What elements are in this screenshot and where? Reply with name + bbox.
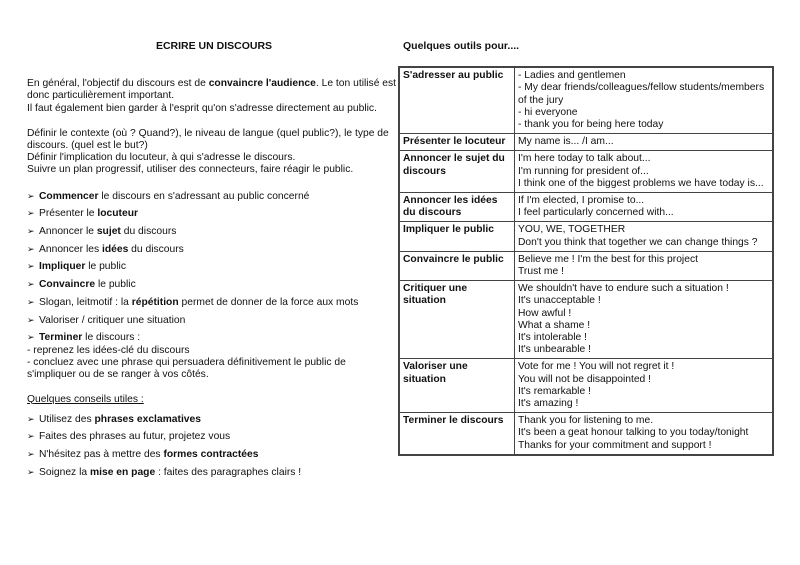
item-bold: Terminer bbox=[39, 332, 83, 344]
row-key: S'adresser au public bbox=[399, 67, 515, 134]
item-post: du discours bbox=[120, 226, 177, 238]
arrow-bullet-icon: ➢ bbox=[27, 332, 35, 343]
example-line: What a shame ! bbox=[518, 319, 591, 331]
intro-paragraph-2: Il faut également bien garder à l'esprit qu'on s'adresse directement au public. bbox=[27, 102, 377, 114]
example-line: It's remarkable ! bbox=[518, 385, 591, 397]
table-row bbox=[399, 222, 773, 251]
arrow-bullet-icon: ➢ bbox=[27, 413, 35, 424]
steps-list bbox=[27, 190, 397, 345]
row-key: Annoncer le sujet du discours bbox=[399, 151, 515, 193]
arrow-bullet-icon: ➢ bbox=[27, 466, 35, 477]
arrow-bullet-icon: ➢ bbox=[27, 243, 35, 254]
example-line: - Ladies and gentlemen bbox=[518, 70, 626, 82]
item-bold: sujet bbox=[96, 226, 121, 238]
right-column bbox=[398, 40, 774, 456]
item-pre: Utilisez des bbox=[39, 413, 95, 425]
item-bold: Convaincre bbox=[39, 279, 96, 291]
row-key: Terminer le discours bbox=[399, 413, 515, 455]
row-examples bbox=[515, 251, 774, 280]
row-examples bbox=[515, 281, 774, 359]
row-examples bbox=[515, 67, 774, 134]
table-row bbox=[399, 359, 773, 413]
arrow-bullet-icon: ➢ bbox=[27, 296, 35, 307]
item-pre: Faites des phrases au futur, projetez vous bbox=[39, 431, 231, 443]
item-bold: locuteur bbox=[97, 208, 139, 220]
example-line: My name is... /I am... bbox=[518, 136, 614, 148]
row-key: Valoriser une situation bbox=[399, 359, 515, 413]
step-item bbox=[27, 314, 397, 327]
example-line: It's intolerable ! bbox=[518, 332, 587, 344]
context-line-3: Suivre un plan progressif, utiliser des connecteurs, faire réagir le public. bbox=[27, 164, 354, 176]
arrow-bullet-icon: ➢ bbox=[27, 431, 35, 442]
step-item bbox=[27, 207, 397, 220]
item-bold: Impliquer bbox=[39, 261, 86, 273]
item-bold: répétition bbox=[131, 296, 179, 308]
row-key: Annoncer les idées du discours bbox=[399, 193, 515, 222]
table-row bbox=[399, 281, 773, 359]
example-line: Thanks for your commitment and support ! bbox=[518, 439, 712, 451]
arrow-bullet-icon: ➢ bbox=[27, 279, 35, 290]
intro-text: En général, l'objectif du discours est de bbox=[27, 78, 209, 90]
example-line: It's been a geat honour talking to you today/tonight bbox=[518, 427, 749, 439]
row-examples bbox=[515, 359, 774, 413]
example-line: It's unbearable ! bbox=[518, 344, 591, 356]
example-line: - hi everyone bbox=[518, 106, 578, 118]
example-line: Thank you for listening to me. bbox=[518, 415, 654, 427]
item-pre: Présenter le bbox=[39, 208, 98, 220]
intro-bold: convaincre l'audience bbox=[208, 78, 316, 90]
item-post: le discours en s'adressant au public concerné bbox=[98, 190, 310, 202]
example-line: I'm here today to talk about... bbox=[518, 153, 651, 165]
row-examples bbox=[515, 151, 774, 193]
table-row bbox=[399, 413, 773, 455]
item-post: permet de donner de la force aux mots bbox=[178, 296, 359, 308]
tips-list bbox=[27, 413, 397, 479]
item-post: : faites des paragraphes clairs ! bbox=[155, 466, 302, 478]
tip-item bbox=[27, 466, 397, 479]
example-line: It's unacceptable ! bbox=[518, 295, 601, 307]
example-line: I feel particularly concerned with... bbox=[518, 207, 674, 219]
item-bold: mise en page bbox=[89, 466, 156, 478]
tools-table bbox=[398, 66, 774, 456]
row-examples bbox=[515, 134, 774, 151]
step-item bbox=[27, 243, 397, 256]
example-line: Don't you think that together we can change things ? bbox=[518, 236, 758, 248]
step-item bbox=[27, 190, 397, 203]
example-line: I think one of the biggest problems we have today is... bbox=[518, 177, 764, 189]
item-post: le public bbox=[85, 261, 126, 273]
tip-item bbox=[27, 448, 397, 461]
ending-line-1: - reprenez les idées-clé du discours bbox=[27, 344, 190, 356]
example-line: - thank you for being here today bbox=[518, 119, 664, 131]
table-row bbox=[399, 251, 773, 280]
example-line: How awful ! bbox=[518, 307, 572, 319]
item-bold: formes contractées bbox=[163, 449, 259, 461]
tip-item bbox=[27, 430, 397, 443]
example-line: - My dear friends/colleagues/fellow students/members of the jury bbox=[518, 82, 765, 106]
example-line: We shouldn't have to endure such a situation ! bbox=[518, 283, 729, 295]
table-row bbox=[399, 134, 773, 151]
intro-text-end: . Le ton utilisé est donc particulièrement important. bbox=[27, 78, 397, 102]
example-line: Vote for me ! You will not regret it ! bbox=[518, 361, 675, 373]
step-item bbox=[27, 331, 397, 344]
example-line: Believe me ! I'm the best for this project bbox=[518, 253, 698, 265]
tools-heading: Quelques outils pour.... bbox=[403, 40, 520, 52]
ending-lines bbox=[27, 345, 397, 382]
tips-heading: Quelques conseils utiles : bbox=[27, 393, 144, 405]
row-key: Présenter le locuteur bbox=[399, 134, 515, 151]
item-bold: Commencer bbox=[39, 190, 99, 202]
example-line: It's amazing ! bbox=[518, 398, 579, 410]
item-pre: Annoncer le bbox=[39, 226, 97, 238]
context-line-2: Définir l'implication du locuteur, à qui s'adresse le discours. bbox=[27, 152, 296, 164]
ending-line-2: - concluez avec une phrase qui persuadera définitivement le public de s'impliquer ou de se ranger à vos côtés. bbox=[27, 357, 346, 381]
context-line-1: Définir le contexte (où ? Quand?), le niveau de langue (quel public?), le type de discours. (quel est le but?) bbox=[27, 127, 389, 152]
item-pre: Slogan, leitmotif : la bbox=[39, 296, 132, 308]
step-item bbox=[27, 278, 397, 291]
item-pre: Valoriser / critiquer une situation bbox=[39, 314, 186, 326]
arrow-bullet-icon: ➢ bbox=[27, 314, 35, 325]
arrow-bullet-icon: ➢ bbox=[27, 190, 35, 201]
table-row bbox=[399, 151, 773, 193]
row-examples bbox=[515, 193, 774, 222]
step-item bbox=[27, 296, 397, 309]
left-column bbox=[27, 40, 397, 484]
intro-paragraph bbox=[27, 78, 397, 102]
row-examples bbox=[515, 222, 774, 251]
row-key: Convaincre le public bbox=[399, 251, 515, 280]
table-row bbox=[399, 193, 773, 222]
example-line: You will not be disappointed ! bbox=[518, 373, 652, 385]
arrow-bullet-icon: ➢ bbox=[27, 208, 35, 219]
item-bold: idées bbox=[101, 243, 129, 255]
row-key: Critiquer une situation bbox=[399, 281, 515, 359]
example-line: If I'm elected, I promise to... bbox=[518, 195, 645, 207]
row-key: Impliquer le public bbox=[399, 222, 515, 251]
table-row bbox=[399, 67, 773, 134]
item-pre: N'hésitez pas à mettre des bbox=[39, 449, 164, 461]
row-examples bbox=[515, 413, 774, 455]
item-post: du discours bbox=[128, 243, 184, 255]
step-item bbox=[27, 225, 397, 238]
item-post: le discours : bbox=[82, 332, 141, 344]
item-pre: Soignez la bbox=[39, 466, 90, 478]
item-post: le public bbox=[95, 279, 136, 291]
step-item bbox=[27, 260, 397, 273]
page-title: ECRIRE UN DISCOURS bbox=[155, 40, 273, 52]
arrow-bullet-icon: ➢ bbox=[27, 449, 35, 460]
item-pre: Annoncer les bbox=[39, 243, 102, 255]
example-line: I'm running for president of... bbox=[518, 165, 649, 177]
arrow-bullet-icon: ➢ bbox=[27, 261, 35, 272]
example-line: Trust me ! bbox=[518, 266, 564, 278]
item-bold: phrases exclamatives bbox=[94, 413, 201, 425]
example-line: YOU, WE, TOGETHER bbox=[518, 224, 626, 236]
tip-item bbox=[27, 413, 397, 426]
arrow-bullet-icon: ➢ bbox=[27, 226, 35, 237]
